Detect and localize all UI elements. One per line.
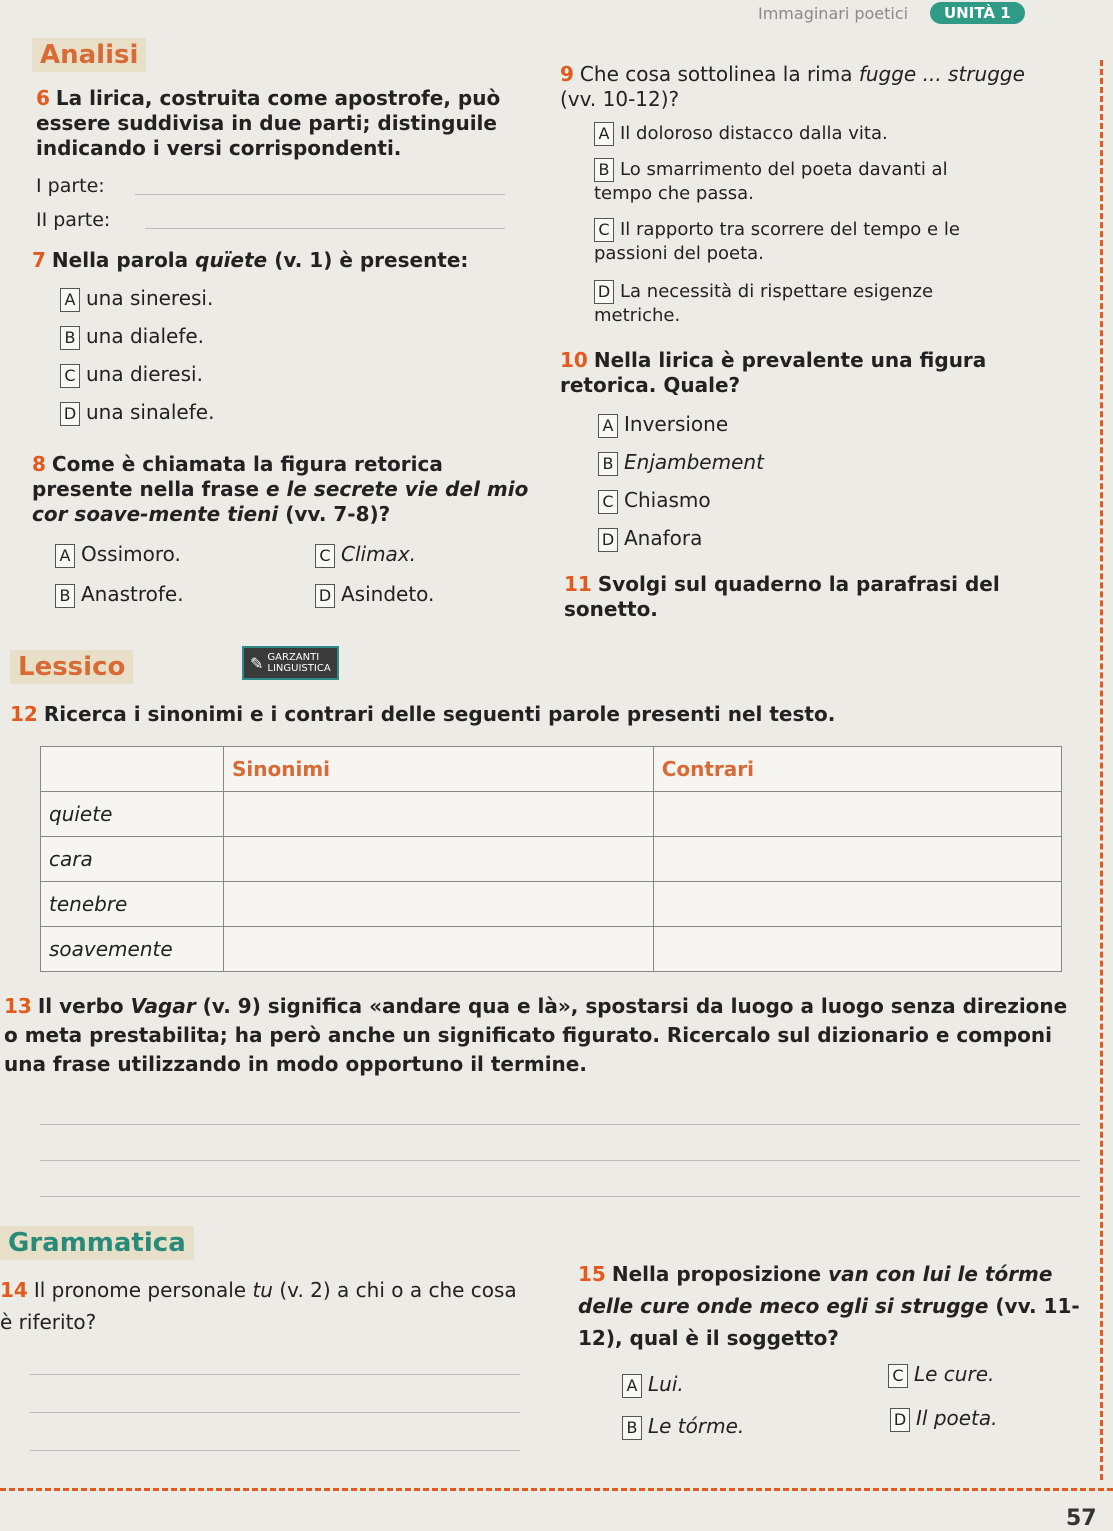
option-text: Anastrofe.	[81, 582, 184, 606]
q10-option-d[interactable]	[598, 526, 702, 552]
q15-option-d[interactable]	[890, 1406, 998, 1432]
q7-option-a[interactable]	[60, 286, 213, 312]
option-letter: C	[888, 1364, 908, 1388]
row-word: tenebre	[41, 882, 224, 927]
question-11	[564, 572, 1084, 622]
garzanti-line1: GARZANTI	[267, 652, 320, 663]
q8-number: 8	[32, 452, 46, 476]
option-text: Lo smarrimento del poeta davanti al tempo che passa.	[594, 159, 948, 204]
page-number: 57	[1066, 1506, 1097, 1531]
q8-option-d[interactable]	[315, 582, 434, 608]
question-7	[32, 248, 512, 273]
option-text: Le tórme.	[648, 1414, 745, 1438]
question-15	[578, 1258, 1098, 1354]
question-10	[560, 348, 1040, 398]
q7-option-d[interactable]	[60, 400, 214, 426]
header-section-title: Immaginari poetici	[758, 4, 909, 23]
q15-option-a[interactable]	[622, 1372, 684, 1398]
option-letter: D	[890, 1408, 910, 1432]
q14-number: 14	[0, 1278, 28, 1302]
question-14	[0, 1274, 530, 1338]
option-text: Climax.	[341, 542, 417, 566]
q10-option-a[interactable]	[598, 412, 728, 438]
option-text: una dialefe.	[86, 324, 205, 348]
option-letter: B	[594, 158, 614, 182]
option-letter: A	[594, 122, 614, 146]
option-letter: D	[594, 280, 614, 304]
q12-text: Ricerca i sinonimi e i contrari delle seguenti parole presenti nel testo.	[43, 702, 836, 726]
option-letter: A	[55, 544, 75, 568]
option-letter: D	[315, 584, 335, 608]
option-letter: C	[60, 364, 80, 388]
table-row	[41, 837, 1062, 882]
section-title-analisi: Analisi	[32, 38, 146, 72]
q8-option-a[interactable]	[55, 542, 181, 568]
option-letter: B	[598, 452, 618, 476]
q14-text-a: Il pronome personale	[33, 1278, 253, 1302]
q7-number: 7	[32, 248, 46, 272]
q9-number: 9	[560, 62, 574, 86]
q9-text-a: Che cosa sottolinea la rima	[579, 62, 859, 86]
q9-quote: fugge ... strugge	[858, 62, 1025, 86]
sinonimo-cell[interactable]	[224, 882, 654, 927]
option-letter: C	[594, 218, 614, 242]
dictionary-icon: ✎	[250, 653, 264, 673]
q13-text-a: Il verbo	[37, 994, 131, 1018]
margin-dashed-line	[1100, 60, 1103, 1480]
q8-quote: e le secrete vie del mio cor soave-mente tieni	[32, 477, 529, 526]
option-text: una dieresi.	[86, 362, 203, 386]
col-header-sinonimi: Sinonimi	[224, 747, 654, 792]
option-letter: B	[60, 326, 80, 350]
q13-answer-line-1[interactable]	[40, 1124, 1080, 1125]
q13-text-b: (v. 9) significa «andare qua e là», spostarsi da luogo a luogo senza direzione o meta prestabilita; ha però anche un significato figurato. Ricercalo sul dizionario e componi una frase utilizzando in modo opportuno il termine.	[4, 994, 1068, 1076]
q13-answer-line-3[interactable]	[40, 1196, 1080, 1197]
q6-text: La lirica, costruita come apostrofe, può essere suddivisa in due parti; distinguile indicando i versi corrispondenti.	[36, 86, 501, 160]
sinonimo-cell[interactable]	[224, 792, 654, 837]
q9-option-c[interactable]	[594, 218, 979, 266]
question-8	[32, 452, 532, 527]
contrario-cell[interactable]	[653, 927, 1061, 972]
option-letter: B	[55, 584, 75, 608]
q6-part1-label: I parte:	[36, 175, 105, 197]
q15-text-b: (vv. 11-12), qual è il soggetto?	[578, 1294, 1080, 1350]
q8-option-b[interactable]	[55, 582, 184, 608]
q11-number: 11	[564, 572, 592, 596]
q10-text: Nella lirica è prevalente una figura retorica. Quale?	[560, 348, 987, 397]
option-text: Asindeto.	[341, 582, 435, 606]
sinonimo-cell[interactable]	[224, 837, 654, 882]
q7-option-b[interactable]	[60, 324, 204, 350]
sinonimo-cell[interactable]	[224, 927, 654, 972]
q9-option-b[interactable]	[594, 158, 974, 206]
q8-text-b: (vv. 7-8)?	[278, 502, 391, 526]
table-header-row	[41, 747, 1062, 792]
lexicon-table	[40, 746, 1062, 972]
bottom-dashed-line	[0, 1488, 1113, 1491]
option-text: Inversione	[624, 412, 729, 436]
section-title-grammatica: Grammatica	[0, 1226, 194, 1260]
option-letter: B	[622, 1416, 642, 1440]
option-text: Lui.	[648, 1372, 684, 1396]
q15-text-a: Nella proposizione	[611, 1262, 829, 1286]
question-13	[4, 992, 1084, 1079]
option-letter: D	[60, 402, 80, 426]
q12-number: 12	[10, 702, 38, 726]
option-letter: A	[598, 414, 618, 438]
question-9	[560, 62, 1030, 112]
q7-text-b: (v. 1) è presente:	[267, 248, 469, 272]
question-12	[10, 702, 1010, 727]
option-text: Anafora	[624, 526, 703, 550]
option-text: una sinalefe.	[86, 400, 215, 424]
q6-number: 6	[36, 86, 50, 110]
contrario-cell[interactable]	[653, 882, 1061, 927]
garzanti-badge	[242, 646, 339, 680]
q10-number: 10	[560, 348, 588, 372]
question-6	[36, 86, 516, 161]
q7-option-c[interactable]	[60, 362, 203, 388]
option-text: una sineresi.	[86, 286, 214, 310]
row-word: cara	[41, 837, 224, 882]
q13-answer-line-2[interactable]	[40, 1160, 1080, 1161]
table-row	[41, 882, 1062, 927]
q14-word: tu	[252, 1278, 273, 1302]
option-text: Le cure.	[914, 1362, 995, 1386]
contrario-cell[interactable]	[653, 837, 1061, 882]
q6-part1-field[interactable]	[135, 194, 505, 195]
option-letter: C	[315, 544, 335, 568]
option-text: La necessità di rispettare esigenze metriche.	[594, 281, 934, 326]
q13-word: Vagar	[130, 994, 196, 1018]
q14-answer-line-1[interactable]	[30, 1374, 520, 1375]
table-row	[41, 792, 1062, 837]
garzanti-line2: LINGUISTICA	[267, 663, 331, 674]
q14-text-b: (v. 2) a chi o a che cosa è riferito?	[0, 1278, 517, 1334]
option-text: Ossimoro.	[81, 542, 181, 566]
row-word: quiete	[41, 792, 224, 837]
q6-part2-field[interactable]	[145, 228, 505, 229]
q14-answer-line-2[interactable]	[30, 1412, 520, 1413]
option-text: Enjambement	[624, 450, 764, 474]
q9-option-d[interactable]	[594, 280, 974, 328]
row-word: soavemente	[41, 927, 224, 972]
section-title-lessico: Lessico	[10, 650, 133, 684]
q10-option-b[interactable]	[598, 450, 764, 476]
q15-option-c[interactable]	[888, 1362, 994, 1388]
q9-option-a[interactable]	[594, 122, 974, 146]
q10-option-c[interactable]	[598, 488, 711, 514]
q7-word: quïete	[195, 248, 268, 272]
option-text: Chiasmo	[624, 488, 711, 512]
q8-option-c[interactable]	[315, 542, 416, 568]
option-text: Il poeta.	[916, 1406, 998, 1430]
q11-text: Svolgi sul quaderno la parafrasi del sonetto.	[564, 572, 1000, 621]
q9-text-b: (vv. 10-12)?	[560, 87, 680, 111]
q8-text-a: Come è chiamata la figura retorica presente nella frase	[32, 452, 443, 501]
option-letter: A	[622, 1374, 642, 1398]
q15-option-b[interactable]	[622, 1414, 744, 1440]
table-row	[41, 927, 1062, 972]
q15-quote: van con lui le tórme delle cure onde meco egli si strugge	[578, 1262, 1053, 1318]
q15-number: 15	[578, 1262, 606, 1286]
option-letter: C	[598, 490, 618, 514]
col-header-contrari: Contrari	[653, 747, 1061, 792]
q14-answer-line-3[interactable]	[30, 1450, 520, 1451]
unit-badge: UNITÀ 1	[930, 2, 1025, 24]
contrario-cell[interactable]	[653, 792, 1061, 837]
option-text: Il rapporto tra scorrere del tempo e le passioni del poeta.	[594, 219, 960, 264]
table-corner-cell	[41, 747, 224, 792]
option-letter: D	[598, 528, 618, 552]
q6-part2-label: II parte:	[36, 209, 111, 231]
option-letter: A	[60, 288, 80, 312]
option-text: Il doloroso distacco dalla vita.	[620, 123, 888, 144]
q13-number: 13	[4, 994, 32, 1018]
q7-text-a: Nella parola	[51, 248, 196, 272]
